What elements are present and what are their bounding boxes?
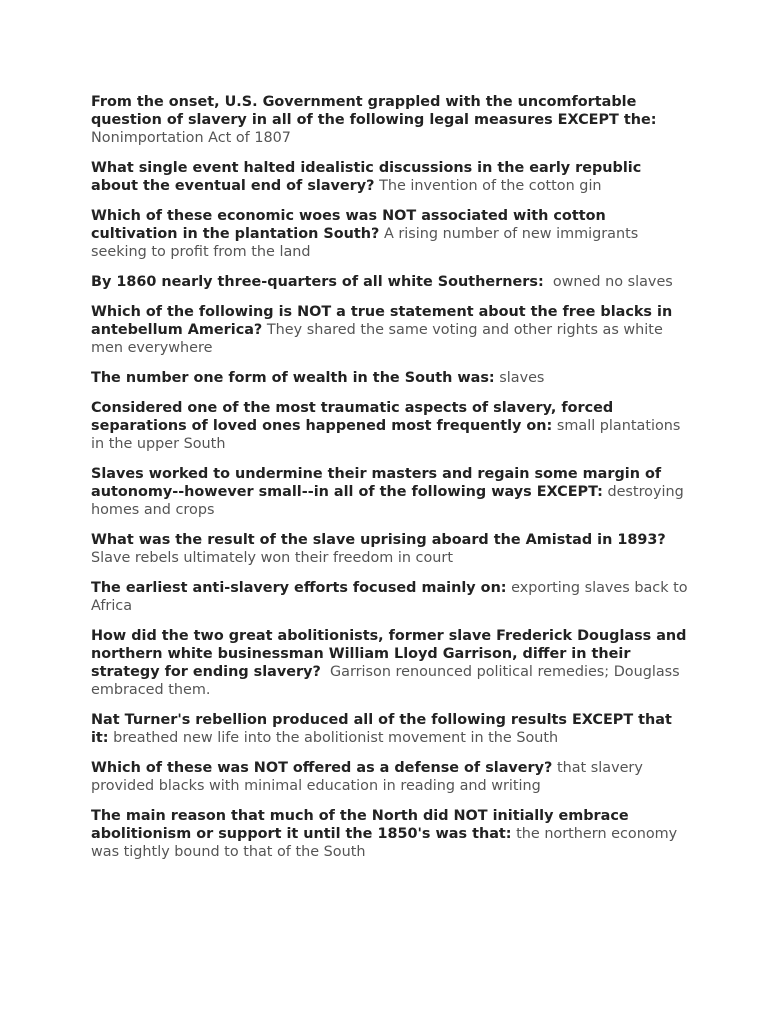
question-text: Considered one of the most traumatic aspects of slavery, forced separations of loved ones happened most frequently on: — [91, 400, 614, 434]
question-text: Which of the following is NOT a true statement about the free blacks in antebellum America? — [91, 304, 673, 338]
question-text: By 1860 nearly three-quarters of all white Southerners: — [91, 274, 544, 290]
answer-text: A rising number of new immigrants seeking to profit from the land — [91, 226, 639, 260]
answer-text: slaves — [499, 370, 545, 386]
question-text: Which of these was NOT offered as a defense of slavery? — [91, 760, 553, 776]
qa-item — [91, 273, 691, 291]
qa-item — [91, 159, 691, 195]
answer-text: Nonimportation Act of 1807 — [91, 130, 291, 146]
answer-text: They shared the same voting and other rights as white men everywhere — [91, 322, 663, 356]
qa-item — [91, 207, 691, 261]
qa-item — [91, 369, 691, 387]
question-text: Which of these economic woes was NOT associated with cotton cultivation in the plantation South? — [91, 208, 606, 242]
answer-text: owned no slaves — [552, 274, 673, 290]
qa-item — [91, 579, 691, 615]
question-text: Nat Turner's rebellion produced all of the following results EXCEPT that it: — [91, 712, 672, 746]
question-text: What single event halted idealistic discussions in the early republic about the eventual end of slavery? — [91, 160, 642, 194]
answer-text: Garrison renounced political remedies; Douglass embraced them. — [91, 664, 680, 698]
question-text: From the onset, U.S. Government grappled with the uncomfortable question of slavery in all of the following legal measures EXCEPT the: — [91, 94, 657, 128]
question-text: The main reason that much of the North did NOT initially embrace abolitionism or support it until the 1850's was that: — [91, 808, 629, 842]
question-text: Slaves worked to undermine their masters and regain some margin of autonomy--however small--in all of the following ways EXCEPT: — [91, 466, 662, 500]
answer-text: destroying homes and crops — [91, 484, 684, 518]
qa-item — [91, 627, 691, 699]
answer-text: The invention of the cotton gin — [379, 178, 602, 194]
qa-item — [91, 93, 691, 147]
question-text: The number one form of wealth in the South was: — [91, 370, 495, 386]
qa-item — [91, 303, 691, 357]
question-answer-list — [91, 93, 691, 873]
qa-item — [91, 465, 691, 519]
question-text: What was the result of the slave uprising aboard the Amistad in 1893? — [91, 532, 666, 548]
answer-text: that slavery provided blacks with minimal education in reading and writing — [91, 760, 643, 794]
question-text: How did the two great abolitionists, former slave Frederick Douglass and northern white businessman William Lloyd Garrison, differ in their strategy for ending slavery? — [91, 628, 687, 680]
question-text: The earliest anti-slavery efforts focused mainly on: — [91, 580, 507, 596]
qa-item — [91, 399, 691, 453]
qa-item — [91, 759, 691, 795]
answer-text: exporting slaves back to Africa — [91, 580, 688, 614]
qa-item — [91, 807, 691, 861]
answer-text: breathed new life into the abolitionist movement in the South — [113, 730, 559, 746]
qa-item — [91, 531, 691, 567]
answer-text: the northern economy was tightly bound to that of the South — [91, 826, 678, 860]
answer-text: small plantations in the upper South — [91, 418, 681, 452]
answer-text: Slave rebels ultimately won their freedom in court — [91, 550, 453, 566]
qa-item — [91, 711, 691, 747]
